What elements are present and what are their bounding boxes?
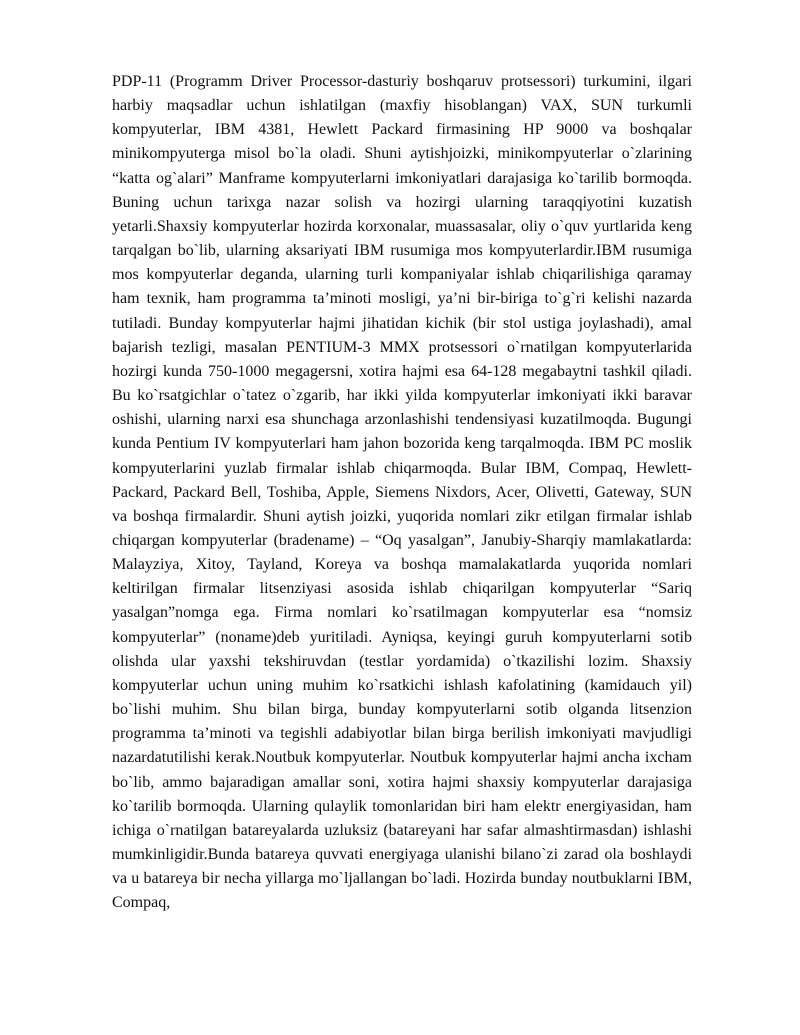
document-page — [112, 70, 692, 915]
body-paragraph: PDP-11 (Programm Driver Processor-dasturiy boshqaruv protsessori) turkumini, ilgari harbiy maqsadlar uchun ishlatilgan (maxfiy hisoblangan) VAX, SUN turkumli kompyuterlar, IBM 4381, Hewlett Packard firmasining HP 9000 va boshqalar minikompyuterga misol bo`la oladi. Shuni aytishjoizki, minikompyuterlar o`zlarining “katta og`alari” Manframe kompyuterlarni imkoniyatlari darajasiga ko`tarilib bormoqda. Buning uchun tarixga nazar solish va hozirgi ularning taraqqiyotini kuzatish yetarli.Shaxsiy kompyuterlar hozirda korxonalar, muassasalar, oliy o`quv yurtlarida keng tarqalgan bo`lib, ularning aksariyati IBM rusumiga mos kompyuterlardir.IBM rusumiga mos kompyuterlar deganda, ularning turli kompaniyalar ishlab chiqarilishiga qaramay ham texnik, ham programma ta’minoti mosligi, ya’ni bir-biriga to`g`ri kelishi nazarda tutiladi. Bunday kompyuterlar hajmi jihatidan kichik (bir stol ustiga joylashadi), amal bajarish tezligi, masalan PENTIUM-3 MMX protsessori o`rnatilgan kompyuterlarida hozirgi kunda 750-1000 megagersni, xotira hajmi esa 64-128 megabaytni tashkil qiladi. Bu ko`rsatgichlar o`tatez o`zgarib, har ikki yilda kompyuterlar imkoniyati ikki baravar oshishi, ularning narxi esa shunchaga arzonlashishi tendensiyasi kuzatilmoqda. Bugungi kunda Pentium IV kompyuterlari ham jahon bozorida keng tarqalmoqda. IBM PC moslik kompyuterlarini yuzlab firmalar ishlab chiqarmoqda. Bular IBM, Compaq, Hewlett-Packard, Packard Bell, Toshiba, Apple, Siemens Nixdors, Acer, Olivetti, Gateway, SUN va boshqa firmalardir. Shuni aytish joizki, yuqorida nomlari zikr etilgan firmalar ishlab chiqargan kompyuterlar (bradename) – “Oq yasalgan”, Janubiy-Sharqiy mamlakatlarda: Malayziya, Xitoy, Tayland, Koreya va boshqa mamalakatlarda yuqorida nomlari keltirilgan firmalar litsenziyasi asosida ishlab chiqarilgan kompyuterlar “Sariq yasalgan”nomga ega. Firma nomlari ko`rsatilmagan kompyuterlar esa “nomsiz kompyuterlar” (noname)deb yuritiladi. Ayniqsa, keyingi guruh kompyuterlarni sotib olishda ular yaxshi tekshiruvdan (testlar yordamida) o`tkazilishi lozim. Shaxsiy kompyuterlar uchun uning muhim ko`rsatkichi ishlash kafolatining (kamidauch yil) bo`lishi muhim. Shu bilan birga, bunday kompyuterlarni sotib olganda litsenzion programma ta’minoti va tegishli adabiyotlar bilan birga berilish imkoniyati mavjudligi nazardatutilishi kerak.Noutbuk kompyuterlar. Noutbuk kompyuterlar hajmi ancha ixcham bo`lib, ammo bajaradigan amallar soni, xotira hajmi shaxsiy kompyuterlar darajasiga ko`tarilib bormoqda. Ularning qulaylik tomonlaridan biri ham elektr energiyasidan, ham ichiga o`rnatilgan batareyalarda uzluksiz (batareyani har safar almashtirmasdan) ishlashi mumkinligidir.Bunda batareya quvvati energiyaga ulanishi bilano`zi zarad ola boshlaydi va u batareya bir necha yillarga mo`ljallangan bo`ladi. Hozirda bunday noutbuklarni IBM, Compaq, — [112, 73, 692, 912]
